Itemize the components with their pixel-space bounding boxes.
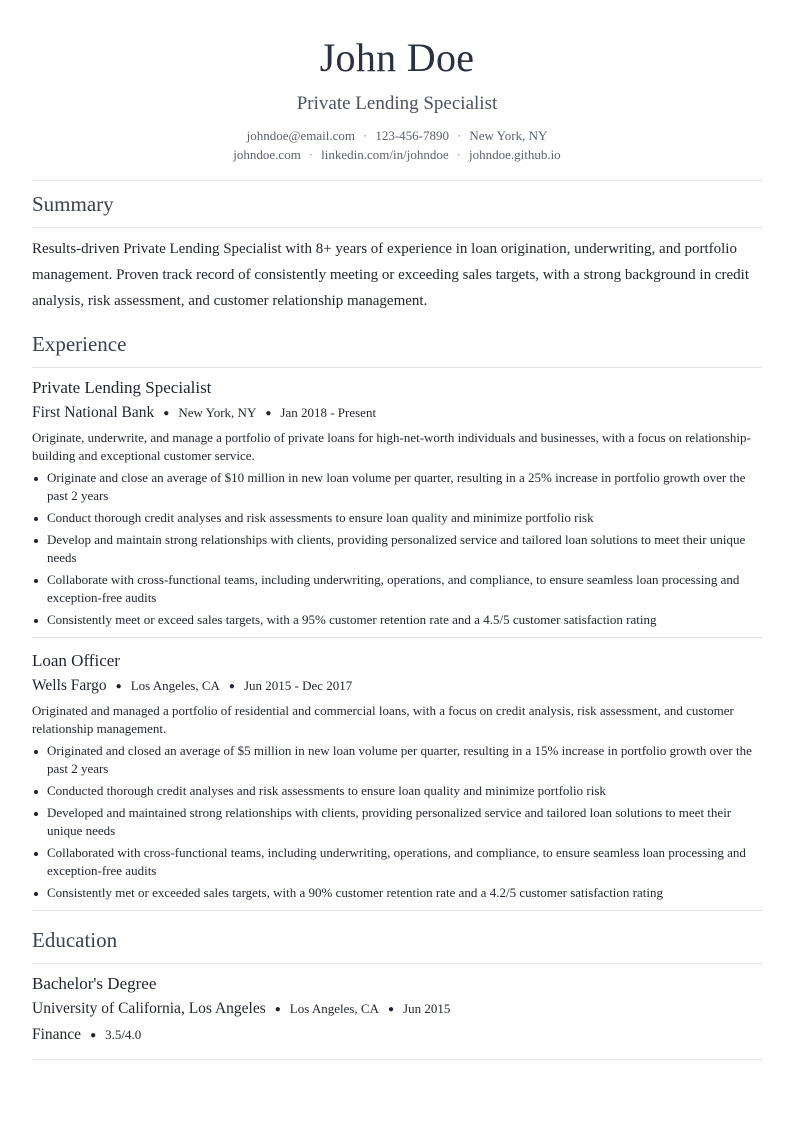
contact-github[interactable]: johndoe.github.io [468,147,561,162]
job-dates: Jun 2015 - Dec 2017 [243,678,353,693]
education-heading: Education [32,928,118,952]
contact-line-primary [32,126,762,145]
summary-text: Results-driven Private Lending Specialist with 8+ years of experience in loan origination, underwriting, and portfolio management. Proven track record of consistently meeting or exceeding sales targets, with a strong background in credit analysis, risk assessment, and customer relationship management. [32,241,749,309]
degree-title: Bachelor's Degree [32,974,157,993]
experience-section [32,314,762,911]
job-bullet-list [32,742,762,902]
divider [32,1059,762,1060]
bullet-dot: ● [163,408,170,419]
job-bullet: Conduct thorough credit analyses and risk assessments to ensure loan quality and minimize portfolio risk [32,509,762,527]
divider [32,227,762,228]
gpa: 3.5/4.0 [105,1027,142,1042]
contact-separator: · [363,128,368,143]
job-meta [32,403,762,425]
contact-separator: · [457,128,462,143]
bullet-dot: ● [388,1004,395,1015]
candidate-headline: Private Lending Specialist [296,93,498,114]
job-bullet-list [32,469,762,629]
job-description: Originated and managed a portfolio of residential and commercial loans, with a focus on credit analysis, risk assessment, and customer relationship management. [32,703,734,736]
job-title: Private Lending Specialist [32,378,212,397]
job-title: Loan Officer [32,651,120,670]
school-name: University of California, Los Angeles [32,1000,266,1017]
job-entry [32,638,762,902]
job-bullet: Collaborated with cross-functional teams, including underwriting, operations, and compliance, to ensure seamless loan processing and exception-free audits [32,844,762,880]
job-bullet: Originate and close an average of $10 million in new loan volume per quarter, resulting in a 25% increase in portfolio growth over the past 2 years [32,469,762,505]
job-company: First National Bank [32,404,155,421]
job-description: Originate, underwrite, and manage a portfolio of private loans for high-net-worth individuals and businesses, with a focus on relationship-building and exceptional customer service. [32,430,751,463]
job-dates: Jan 2018 - Present [280,405,377,420]
job-meta [32,676,762,698]
job-bullet: Conducted thorough credit analyses and risk assessments to ensure loan quality and minimize portfolio risk [32,782,762,800]
job-entry [32,368,762,629]
bullet-dot: ● [274,1004,281,1015]
job-bullet: Develop and maintain strong relationships with clients, providing personalized service and tailored loan solutions to meet their unique needs [32,531,762,567]
contact-phone[interactable]: 123-456-7890 [375,128,450,143]
job-location: Los Angeles, CA [130,678,220,693]
graduation-date: Jun 2015 [403,1001,451,1016]
resume-header [32,0,762,164]
field-of-study: Finance [32,1026,82,1043]
summary-section [32,181,762,314]
candidate-name: John Doe [319,35,475,80]
experience-heading: Experience [32,332,127,356]
contact-website[interactable]: johndoe.com [233,147,301,162]
contact-location: New York, NY [469,128,548,143]
job-bullet: Consistently meet or exceed sales targets, with a 95% customer retention rate and a 4.5/5 customer satisfaction rating [32,611,762,629]
education-entry [32,964,762,1047]
contact-linkedin[interactable]: linkedin.com/in/johndoe [321,147,449,162]
education-meta [32,999,762,1021]
contact-line-links [32,145,762,164]
job-location: New York, NY [178,405,257,420]
bullet-dot: ● [90,1030,97,1041]
education-section [32,911,762,1060]
bullet-dot: ● [265,408,272,419]
job-company: Wells Fargo [32,677,107,694]
school-location: Los Angeles, CA [289,1001,379,1016]
job-bullet: Developed and maintained strong relationships with clients, providing personalized service and tailored loan solutions to meet their unique needs [32,804,762,840]
education-field-meta [32,1025,762,1047]
job-bullet: Originated and closed an average of $5 million in new loan volume per quarter, resulting in a 15% increase in portfolio growth over the past 2 years [32,742,762,778]
contact-separator: · [308,147,314,162]
summary-heading: Summary [32,192,114,216]
job-bullet: Collaborate with cross-functional teams, including underwriting, operations, and compliance, to ensure seamless loan processing and exception-free audits [32,571,762,607]
job-bullet: Consistently met or exceeded sales targets, with a 90% customer retention rate and a 4.2/5 customer satisfaction rating [32,884,762,902]
bullet-dot: ● [228,681,235,692]
contact-separator: · [456,147,461,162]
bullet-dot: ● [115,681,122,692]
contact-email[interactable]: johndoe@email.com [246,128,355,143]
